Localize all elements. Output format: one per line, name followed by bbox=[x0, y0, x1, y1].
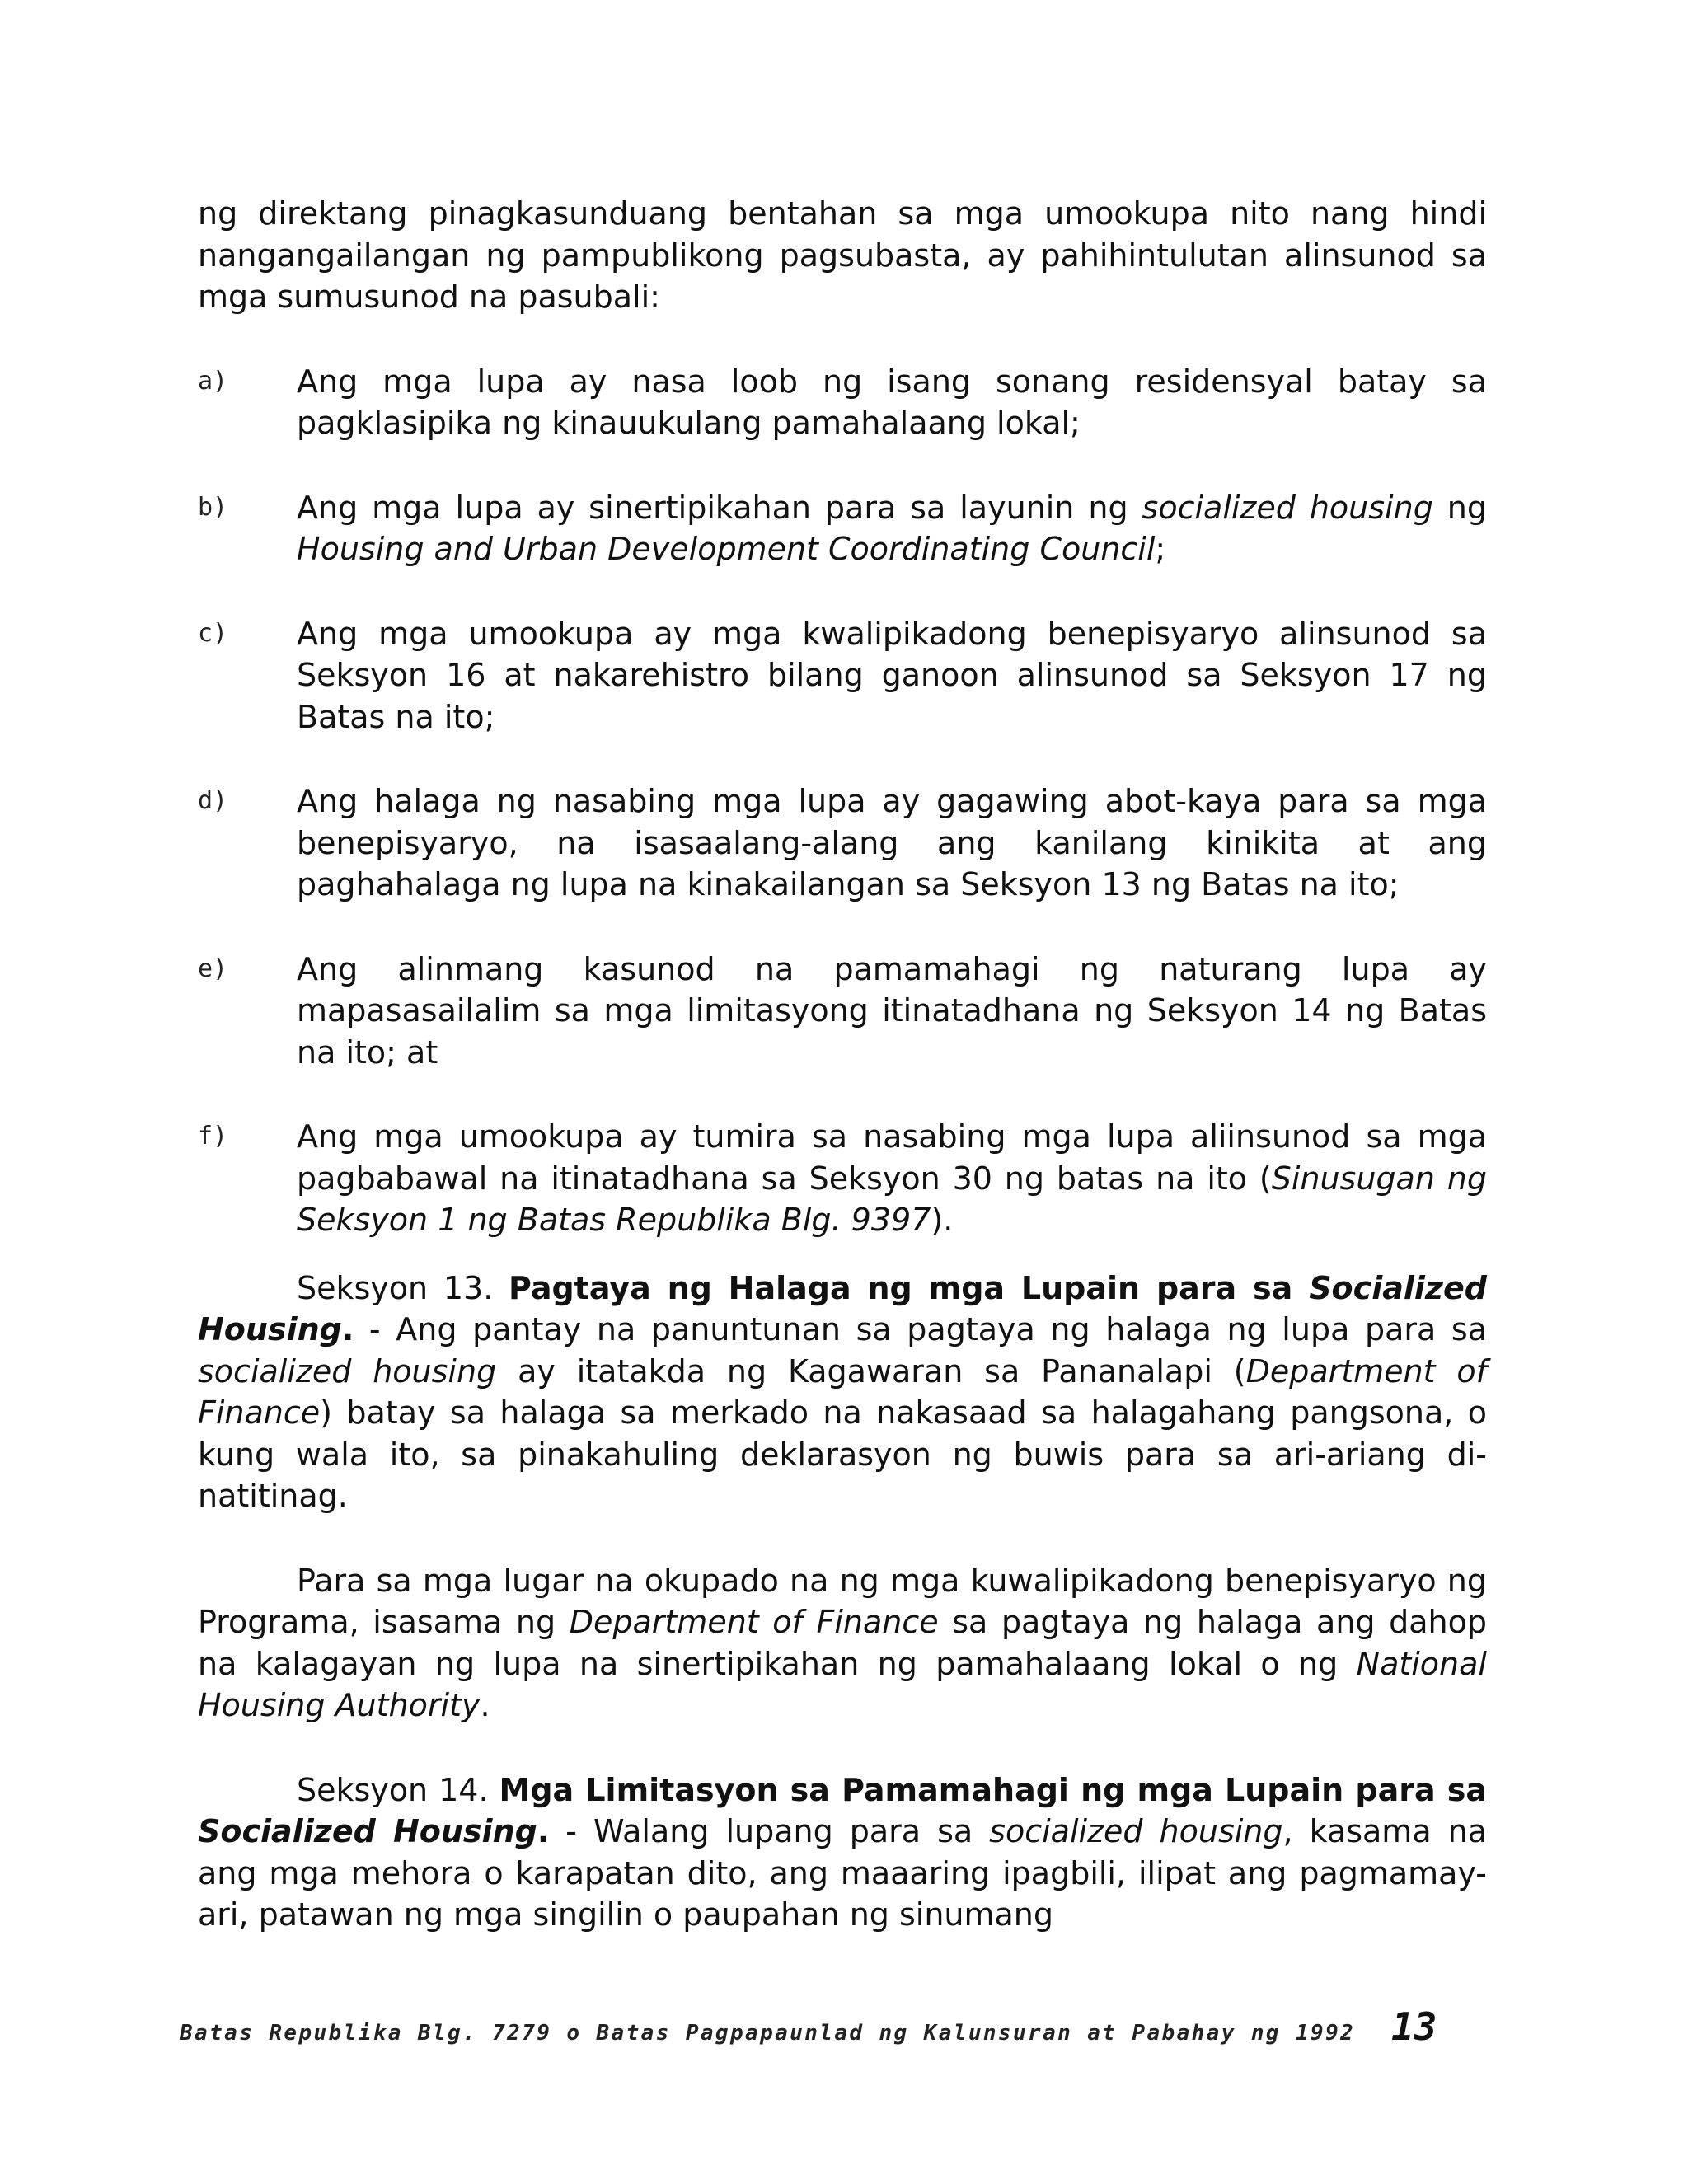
list-item-text: Ang alinmang kasunod na pamamahagi ng naturang lupa ay mapasasailalim sa mga limitasyong itinatadhana ng Seksyon 14 ng Batas na ito; at bbox=[297, 950, 1487, 1071]
italic-term: National Housing Authority bbox=[198, 1645, 1487, 1723]
intro-paragraph: ng direktang pinagkasunduang bentahan sa mga umookupa nito nang hindi nangangailangan ng pampublikong pagsubasta, ay pahihintulutan alinsunod sa mga sumusunod na pasubali: bbox=[198, 195, 1487, 315]
list-item-text: Ang mga umookupa ay mga kwalipikadong benepisyaryo alinsunod sa Seksyon 16 at nakarehistro bilang ganoon alinsunod sa Seksyon 17 ng Batas na ito; bbox=[297, 615, 1487, 735]
list-item-d bbox=[198, 780, 1487, 906]
text-segment: ng bbox=[1432, 489, 1487, 526]
text-segment: Ang mga lupa ay sinertipikahan para sa layunin ng bbox=[297, 489, 1142, 526]
text-segment: Ang mga umookupa ay tumira sa nasabing mga lupa aliinsunod sa mga pagbabawal na itinatadhana sa Seksyon 30 ng batas na ito ( bbox=[297, 1118, 1487, 1197]
list-marker: f) bbox=[198, 1122, 228, 1151]
section-13-paragraph bbox=[198, 1268, 1487, 1517]
section-label: Seksyon 14. bbox=[297, 1771, 499, 1808]
list-marker: e) bbox=[198, 954, 228, 983]
list-item-text bbox=[297, 487, 1487, 570]
text-segment: ; bbox=[1155, 531, 1166, 567]
italic-term: Sinusugan ng Seksyon 1 ng Batas Republika Blg. 9397 bbox=[297, 1160, 1487, 1238]
list-marker: d) bbox=[198, 786, 228, 815]
list-item-e bbox=[198, 949, 1487, 1074]
section-title-italic-text: Socialized Housing bbox=[198, 1269, 1487, 1347]
italic-term: Housing and Urban Development Coordinating Council bbox=[297, 531, 1156, 567]
section-title: Pagtaya ng Halaga ng mga Lupain para sa bbox=[508, 1269, 1310, 1306]
paragraph-2 bbox=[198, 1560, 1487, 1727]
list-item-text bbox=[297, 1116, 1487, 1241]
text-segment: . bbox=[480, 1687, 490, 1723]
text-segment: ). bbox=[931, 1202, 954, 1238]
text-segment: ) batay sa halaga sa merkado na nakasaad sa halagahang pangsona, o kung wala ito, sa pinakahuling deklarasyon ng buwis para sa ari-ariang di-natitinag. bbox=[198, 1394, 1487, 1514]
text-segment: ay itatakda ng Kagawaran sa Pananalapi ( bbox=[496, 1352, 1246, 1390]
list-marker: b) bbox=[198, 492, 228, 522]
list-item-text: Ang mga lupa ay nasa loob ng isang sonang residensyal batay sa pagklasipika ng kinauukulang pamahalaang lokal; bbox=[297, 363, 1487, 441]
document-body bbox=[198, 193, 1487, 1936]
list-item-c bbox=[198, 613, 1487, 738]
section-title-italic-text: Socialized Housing bbox=[198, 1813, 537, 1849]
italic-term: Department of Finance bbox=[569, 1604, 939, 1640]
list-item-b bbox=[198, 487, 1487, 570]
list-marker: c) bbox=[198, 618, 228, 648]
page-footer: Batas Republika Blg. 7279 o Batas Pagpapaunlad ng Kalunsuran at Pabahay ng 1992 bbox=[180, 2021, 1356, 2046]
text-segment: - Ang pantay na panuntunan sa pagtaya ng halaga ng lupa para sa bbox=[354, 1311, 1487, 1347]
text-segment: , kasama na ang mga mehora o karapatan dito, ang maaaring ipagbili, ilipat ang pagmamay-ari, patawan ng mga singilin o paupahan ng sinumang bbox=[198, 1813, 1487, 1933]
italic-term: socialized housing bbox=[198, 1352, 497, 1390]
list-marker: a) bbox=[198, 366, 228, 396]
section-title-end: . bbox=[537, 1813, 550, 1849]
list-item-text: Ang halaga ng nasabing mga lupa ay gagawing abot-kaya para sa mga benepisyaryo, na isasaalang-alang ang kanilang kinikita at ang paghahalaga ng lupa na kinakailangan sa Seksyon 13 ng Batas na ito; bbox=[297, 783, 1487, 902]
page-number: 13 bbox=[1391, 2004, 1437, 2049]
section-label: Seksyon 13. bbox=[297, 1269, 509, 1306]
section-14-paragraph bbox=[198, 1769, 1487, 1936]
text-segment: - Walang lupang para sa bbox=[549, 1813, 990, 1849]
list-item-f bbox=[198, 1116, 1487, 1241]
italic-term: Department of Finance bbox=[198, 1352, 1488, 1431]
text-segment: Para sa mga lugar na okupado na ng mga kuwalipikadong benepisyaryo ng Programa, isasama ng bbox=[198, 1562, 1487, 1640]
italic-term: socialized housing bbox=[989, 1813, 1283, 1849]
section-title-end: . bbox=[341, 1311, 354, 1347]
section-title-italic bbox=[198, 1813, 537, 1849]
section-title: Mga Limitasyon sa Pamamahagi ng mga Lupain para sa bbox=[499, 1771, 1487, 1808]
text-segment: sa pagtaya ng halaga ang dahop na kalagayan ng lupa na sinertipikahan ng pamahalaang lokal o ng bbox=[198, 1604, 1488, 1682]
italic-term: socialized housing bbox=[1142, 489, 1433, 526]
list-item-a bbox=[198, 361, 1487, 444]
